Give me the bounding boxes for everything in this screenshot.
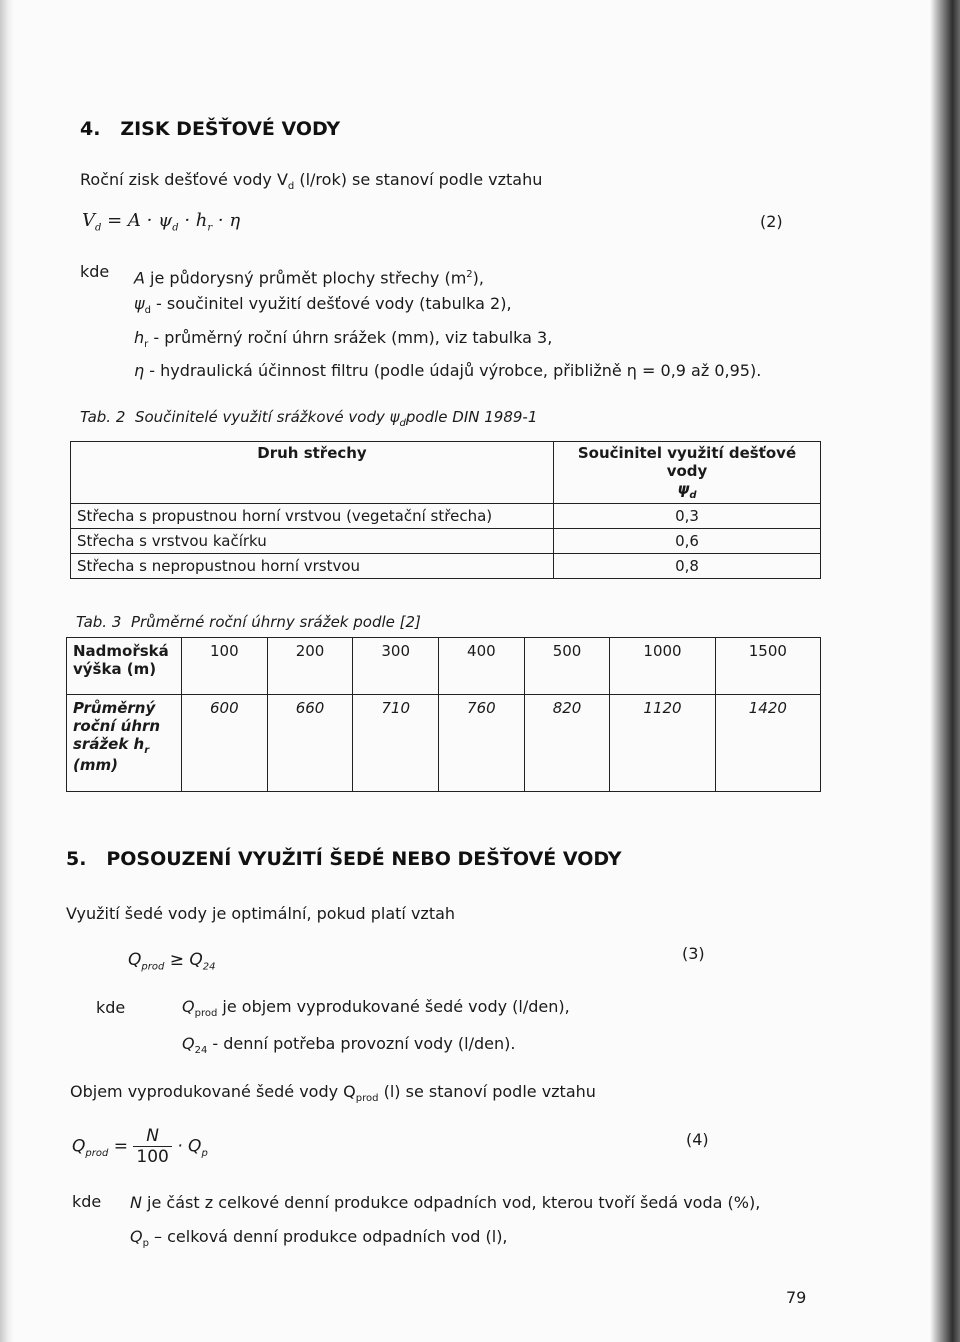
intro-rest: (l/rok) se stanoví podle vztahu — [294, 170, 543, 189]
definitions-list-5 — [182, 992, 570, 1066]
precip-cell: 820 — [524, 695, 610, 792]
precip-cell: 1120 — [610, 695, 715, 792]
page-number: 79 — [786, 1288, 807, 1307]
def-sub: p — [142, 1238, 149, 1250]
formula-eta: · η — [212, 210, 241, 231]
table-row — [71, 529, 821, 554]
section-5-paragraph-2 — [70, 1082, 596, 1104]
section-5-heading — [66, 848, 622, 870]
def-end: ), — [472, 268, 484, 288]
roof-cell: Střecha s nepropustnou horní vrstvou — [71, 554, 554, 579]
def-text: – celková denní produkce odpadních vod (l), — [148, 1227, 508, 1246]
def-text: - hydraulická účinnost filtru (podle údajů výrobce, přibližně η = 0,9 až 0,95). — [144, 360, 762, 380]
definition-area — [134, 262, 761, 291]
altitude-cell: 200 — [267, 638, 353, 695]
formula-qp: · Q — [171, 1136, 202, 1157]
altitude-cell: 100 — [182, 638, 268, 695]
table-3 — [66, 637, 821, 792]
coef-cell: 0,3 — [554, 504, 821, 529]
altitude-row — [67, 638, 821, 695]
precip-cell: 710 — [353, 695, 439, 792]
altitude-cell: 1000 — [610, 638, 715, 695]
section-number: 5. — [66, 848, 87, 870]
altitude-cell: 1500 — [715, 638, 820, 695]
def-text: je část z celkové denní produkce odpadních vod, kterou tvoří šedá voda (%), — [141, 1193, 761, 1212]
caption-prefix: Tab. 2 — [80, 408, 126, 426]
section-number: 4. — [80, 118, 101, 140]
where-label: kde — [80, 262, 110, 281]
equation-number-2: (2) — [760, 212, 783, 231]
para2-rest: (l) se stanoví podle vztahu — [378, 1082, 596, 1101]
header-coefficient-symbol — [560, 480, 814, 501]
table-3-caption — [76, 613, 421, 631]
symbol: ψ — [677, 480, 690, 498]
def-sup: 2 — [466, 269, 473, 280]
section-title: POSOUZENÍ VYUŽITÍ ŠEDÉ NEBO DEŠŤOVÉ VODY — [106, 848, 622, 870]
formula-q2-sub: 24 — [202, 961, 216, 973]
precipitation-row — [67, 695, 821, 792]
precip-cell: 600 — [182, 695, 268, 792]
def-symbol: N — [130, 1193, 142, 1212]
formula-2 — [82, 210, 240, 234]
definitions-list-6 — [130, 1186, 760, 1261]
equation-number-4: (4) — [686, 1130, 709, 1149]
header-coefficient-label: Součinitel využití dešťové vody — [577, 444, 797, 480]
formula-v: V — [82, 210, 95, 231]
def-symbol: h — [134, 327, 145, 347]
formula-fraction — [133, 1126, 171, 1167]
formula-q-sub: prod — [85, 1147, 109, 1159]
table-header-row — [71, 442, 821, 504]
definition-qp — [130, 1220, 760, 1261]
def-sub: d — [144, 305, 151, 317]
def-text: je objem vyprodukované šedé vody (l/den), — [217, 997, 570, 1016]
formula-q-sub: prod — [141, 961, 165, 973]
def-text: - průměrný roční úhrn srážek (mm), viz tabulka 3, — [148, 327, 553, 347]
altitude-cell: 500 — [524, 638, 610, 695]
formula-h: · h — [178, 210, 208, 231]
def-symbol: ψ — [134, 294, 145, 314]
altitude-header: Nadmořská výška (m) — [67, 638, 182, 695]
caption-sub: d — [399, 418, 406, 429]
altitude-cell: 300 — [353, 638, 439, 695]
precip-cell: 760 — [439, 695, 525, 792]
where-label-5: kde — [96, 998, 126, 1017]
formula-h-sub: r — [207, 222, 213, 234]
caption-end: podle DIN 1989-1 — [405, 408, 538, 426]
table-2 — [70, 441, 821, 579]
definition-h — [134, 325, 761, 358]
formula-3 — [128, 950, 216, 972]
def-text: je půdorysný průmět plochy střechy (m — [144, 268, 467, 288]
header-roof-type: Druh střechy — [71, 442, 554, 504]
where-label-6: kde — [72, 1192, 102, 1211]
table-row — [71, 504, 821, 529]
roof-cell: Střecha s vrstvou kačírku — [71, 529, 554, 554]
definition-q24 — [182, 1029, 570, 1066]
def-sub: r — [144, 338, 149, 350]
definitions-list — [134, 262, 761, 384]
formula-psi-sub: d — [172, 222, 179, 234]
scan-edge-left — [0, 0, 14, 1342]
precipitation-header — [67, 695, 182, 792]
formula-eq: = — [108, 1136, 134, 1157]
caption-text: Součinitelé využití srážkové vody ψ — [134, 408, 400, 426]
def-symbol: Q — [130, 1227, 143, 1246]
para2-text: Objem vyprodukované šedé vody Q — [70, 1082, 356, 1101]
def-text: - součinitel využití dešťové vody (tabulka 2), — [150, 294, 512, 314]
def-symbol: Q — [182, 997, 195, 1016]
intro-sub: d — [287, 181, 295, 193]
caption-prefix: Tab. 3 — [76, 613, 122, 631]
scan-edge-right — [930, 0, 960, 1342]
altitude-cell: 400 — [439, 638, 525, 695]
caption-text: Průměrné roční úhrny srážek podle [2] — [130, 613, 421, 631]
section-4-heading — [80, 118, 340, 140]
def-text: - denní potřeba provozní vody (l/den). — [207, 1034, 516, 1054]
formula-rel: ≥ Q — [164, 950, 203, 970]
formula-q: Q — [128, 950, 142, 970]
precip-cell: 1420 — [715, 695, 820, 792]
table-2-caption — [80, 408, 537, 429]
fraction-numerator: N — [133, 1126, 171, 1147]
fraction-denominator: 100 — [136, 1147, 169, 1167]
section-title: ZISK DEŠŤOVÉ VODY — [120, 118, 341, 140]
def-symbol: η — [134, 360, 145, 380]
precip-cell: 660 — [267, 695, 353, 792]
def-symbol: A — [134, 268, 145, 288]
formula-4 — [72, 1126, 208, 1167]
def-sub: 24 — [194, 1045, 208, 1057]
def-symbol: Q — [182, 1034, 195, 1054]
header-end: (mm) — [73, 756, 118, 774]
para2-sub: prod — [355, 1093, 379, 1105]
header-text: Průměrný roční úhrn srážek h — [73, 699, 161, 753]
coef-cell: 0,8 — [554, 554, 821, 579]
intro-paragraph — [80, 170, 542, 192]
definition-psi — [134, 291, 761, 324]
formula-v-sub: d — [95, 222, 102, 234]
symbol-sub: d — [689, 490, 697, 501]
definition-n — [130, 1186, 760, 1220]
definition-qprod — [182, 992, 570, 1029]
table-row — [71, 554, 821, 579]
section-5-intro: Využití šedé vody je optimální, pokud platí vztah — [66, 904, 456, 923]
coef-cell: 0,6 — [554, 529, 821, 554]
definition-eta — [134, 358, 761, 384]
header-coefficient — [554, 442, 821, 504]
intro-text: Roční zisk dešťové vody V — [80, 170, 288, 189]
def-sub: prod — [194, 1008, 218, 1020]
equation-number-3: (3) — [682, 944, 705, 963]
formula-qp-sub: p — [201, 1147, 208, 1159]
formula-eq: = A · ψ — [101, 210, 173, 231]
formula-q: Q — [72, 1136, 86, 1157]
roof-cell: Střecha s propustnou horní vrstvou (vegetační střecha) — [71, 504, 554, 529]
header-sub: r — [144, 745, 150, 756]
